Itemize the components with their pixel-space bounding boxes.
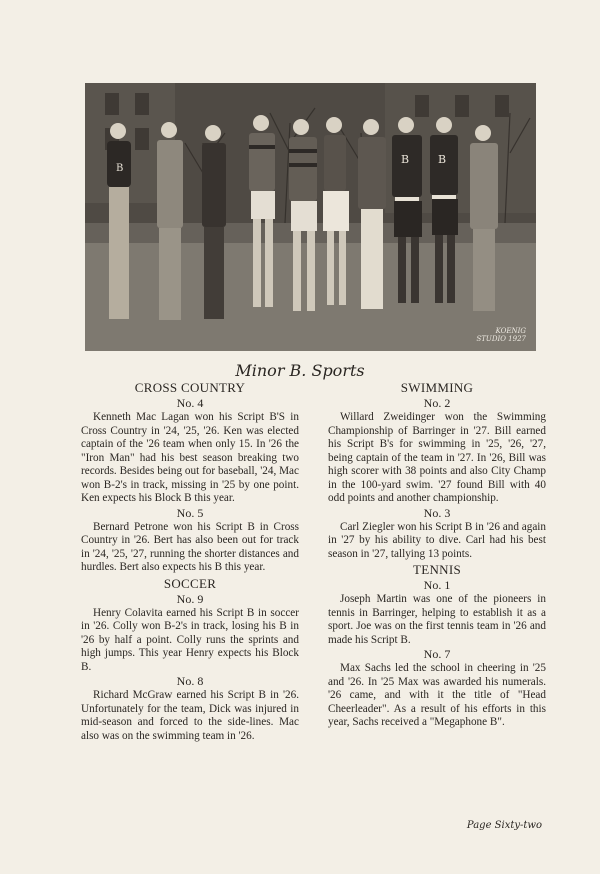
entry-number: No. 2 (423, 396, 451, 410)
entry-text: Bernard Petrone won his Script B in Cross Country in '26. Bert has also been out for track in '24, '25, '27, running the shorter distances and hurdles. Bert also expects his B this year. (81, 520, 299, 573)
svg-text:B: B (401, 153, 410, 166)
signature-line-2: STUDIO 1927 (476, 335, 526, 343)
page-number: Page Sixty-two (466, 820, 542, 831)
entry-number: No. 5 (176, 505, 204, 520)
right-column (328, 379, 546, 730)
entry-text: Joseph Martin was one of the pioneers in tennis in Barringer, helping to establish it as a sport. Joe was on the first tennis team in '26 and made his Script B. (328, 593, 546, 646)
entry-text: Kenneth Mac Lagan won his Script B'S in Cross Country in '24, '25, '26. Ken was elected captain of the '26 team when only 15. In '26 the "Iron Man" had his best season breaking two records. Besides being out for baseball, '24, Mac won B-2's in track, missing in '25 by one point. Ken expects his Block B this year. (81, 411, 299, 504)
photo-studio-signature (476, 327, 526, 343)
entry-text: Richard McGraw earned his Script B in '26. Unfortunately for the team, Dick was injured in mid-season and forced to the side-lines. Mac also was on the swimming team in '26. (81, 689, 299, 742)
entry-number: No. 4 (176, 396, 204, 410)
entry-text: Henry Colavita earned his Script B in soccer in '26. Colly won B-2's in track, losing his B in '26 by half a point. Colly runs the sprints and high jumps. This year Henry expects his Block B. (81, 606, 299, 673)
entry-number: No. 3 (423, 505, 451, 520)
tennis-heading: TENNIS (412, 562, 462, 577)
section-title: Minor B. Sports (235, 361, 365, 380)
entry-number: No. 7 (423, 647, 451, 661)
svg-text:B: B (438, 153, 447, 166)
team-photo-illustration (85, 83, 536, 351)
entry-number: No. 1 (423, 578, 451, 592)
entry-text: Max Sachs led the school in cheering in '25 and '26. In '25 Max was awarded his numerals. '26 came, and with it the title of "Head Cheerleader". As a result of his efforts in this year, Sachs received a "Megaphone B". (328, 662, 546, 728)
entry-text: Carl Ziegler won his Script B in '26 and again in '27 by his ability to dive. Carl had his best season in '27, tallying 13 points. (328, 520, 546, 560)
left-column (81, 379, 299, 743)
entry-number: No. 9 (176, 591, 204, 606)
cross-country-heading: CROSS COUNTRY (134, 380, 246, 395)
entry-number: No. 8 (176, 674, 204, 688)
soccer-heading: SOCCER (163, 575, 217, 591)
entry-text: Willard Zweidinger won the Swimming Championship of Barringer in '27. Bill earned his Script B's for swimming in '25, '26, '27, being captain of the team in '27. In '26, Bill was high scorer with 38 points and also City Champ in the 100-yard swim. '27 found Bill with 40 odd points and another championship. (328, 411, 546, 504)
signature-line-1: KOENIG (495, 327, 526, 335)
team-photo (85, 83, 536, 351)
swimming-heading: SWIMMING (400, 380, 474, 395)
svg-text:B: B (116, 163, 124, 174)
